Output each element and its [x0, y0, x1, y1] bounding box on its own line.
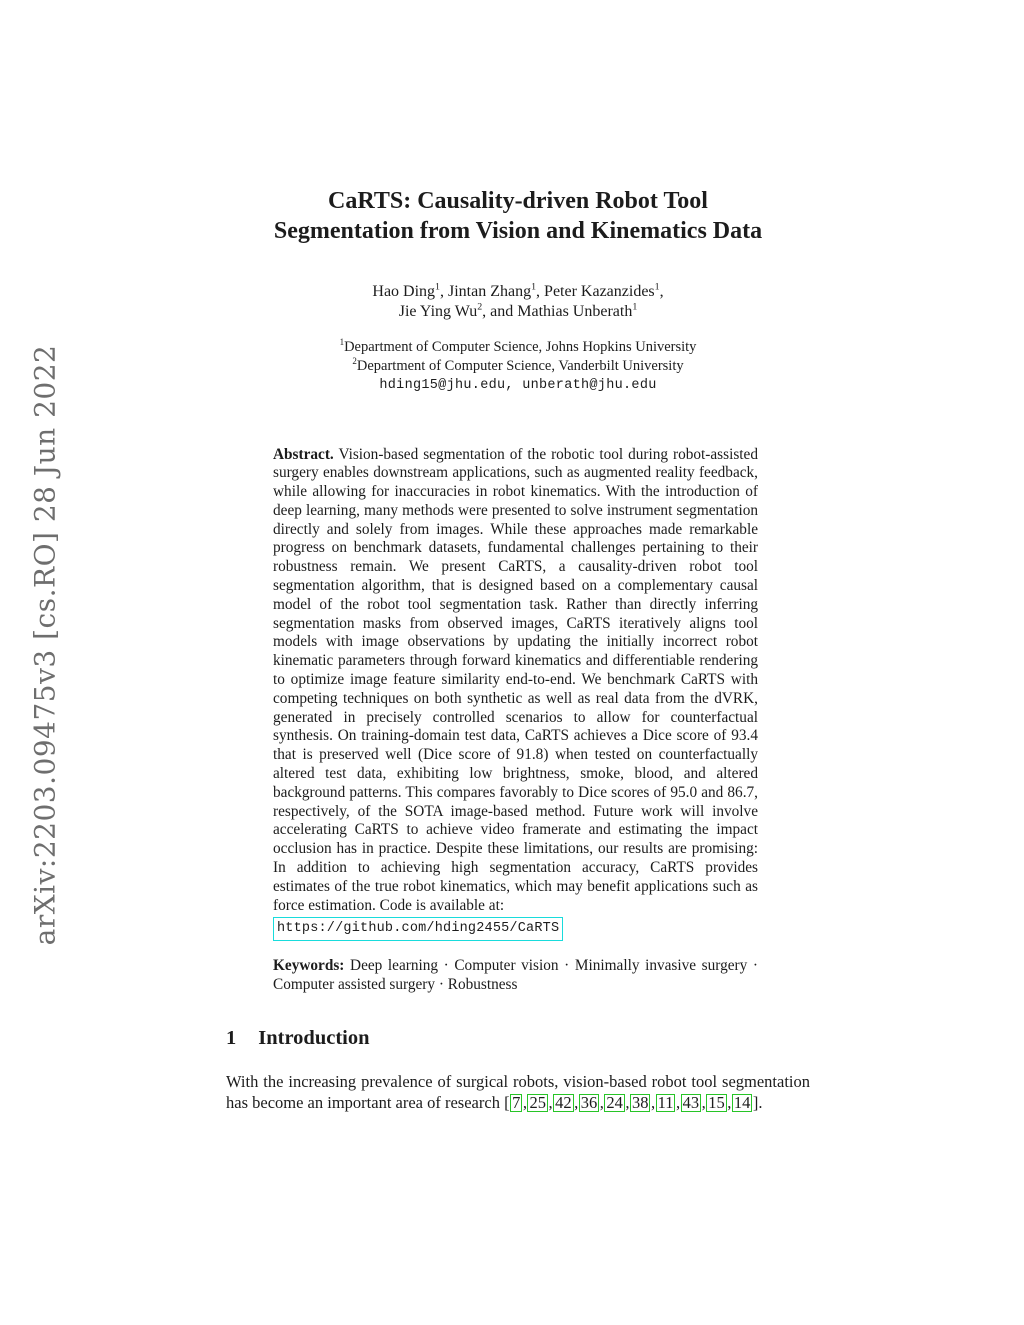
intro-text-end: .: [758, 1093, 763, 1113]
author-line: Jie Ying Wu$^2$, and Mathias Unberath$^1$: [398, 301, 638, 320]
author-emails: hding15@jhu.edu, unberath@jhu.edu: [379, 378, 657, 393]
citation-group: [ 7 , 25 , 42 , 36 , 24 , 38 , 11 , 43 , 15 , 14 ]: [504, 1093, 759, 1113]
section-title: Introduction: [258, 1027, 370, 1050]
citation-ref[interactable]: 42: [555, 1093, 572, 1113]
paper-title-line2: Segmentation from Vision and Kinematics Data: [273, 218, 763, 244]
citation-ref[interactable]: 38: [631, 1093, 649, 1113]
citation-ref[interactable]: 11: [657, 1093, 674, 1113]
arxiv-watermark: arXiv:2203.09475v3 [cs.RO] 28 Jun 2022: [28, 344, 62, 946]
intro-paragraph: [226, 1071, 810, 1113]
abstract-text: Vision-based segmentation of the robotic tool during robot-assisted surgery enables downstream applications, such as augmented reality feedback, while allowing for inaccuracies in robot kinematics. With the introduction of deep learning, many methods were presented to solve instrument segmentation directly and solely from images. While these approaches made remarkable progress on benchmark datasets, fundamental challenges pertaining to their robustness remain. We present CaRTS, a causality-driven robot tool segmentation algorithm, that is designed based on a complementary causal model of the robot tool segmentation task. Rather than directly inferring segmentation masks from observed images, CaRTS iteratively aligns tool models with image observations by updating the initially incorrect robot kinematic parameters through forward kinematics and differentiable rendering to optimize image feature similarity end-to-end. We benchmark CaRTS with competing techniques on both synthetic as well as real data from the dVRK, generated in precisely controlled scenarios to allow for counterfactual synthesis. On training-domain test data, CaRTS achieves a Dice score of 93.4 that is preserved well (Dice score of 91.8) when tested on counterfactually altered test data, exhibiting low brightness, smoke, blood, and altered background patterns. This compares favorably to Dice scores of 95.0 and 86.7, respectively, of the SOTA image-based method. Future work will involve accelerating CaRTS to achieve video framerate and estimating the impact occlusion has in practice. Despite these limitations, our results are promising: In addition to achieving high segmentation accuracy, CaRTS provides estimates of the true robot kinematics, which may benefit applications such as force estimation. Code is available at:: [273, 445, 758, 914]
citation-ref[interactable]: 43: [682, 1093, 700, 1113]
citation-ref[interactable]: 7: [512, 1093, 521, 1113]
code-url-line: [273, 916, 758, 941]
affiliation-line: $^2$Department of Computer Science, Vanderbilt University: [352, 355, 684, 374]
paper-title-line1: CaRTS: Causality-driven Robot Tool: [328, 188, 708, 214]
keywords-label: Keywords:: [273, 957, 345, 975]
intro-text: With the increasing prevalence of surgical robots, vision-based robot tool segmentation has become an important area of research: [226, 1072, 810, 1113]
section-number: 1: [226, 1027, 237, 1050]
affiliation-list: [226, 338, 810, 375]
paper-title: [226, 186, 810, 246]
keywords-block: [273, 956, 758, 994]
citation-ref[interactable]: 36: [580, 1093, 598, 1113]
abstract-label: Abstract.: [273, 445, 334, 463]
abstract-paragraph: [273, 446, 758, 916]
affiliation-line: $^1$Department of Computer Science, Johns Hopkins University: [339, 337, 697, 355]
abstract-block: [273, 446, 758, 942]
author-list: [226, 282, 810, 322]
author-line: Hao Ding$^1$, Jintan Zhang$^1$, Peter Kazanzides$^1$,: [372, 281, 664, 300]
code-repository-link[interactable]: https://github.com/hding2455/CaRTS: [273, 917, 563, 941]
affiliations-block: [226, 338, 810, 396]
paper-content-column: [226, 0, 810, 1113]
citation-ref[interactable]: 24: [606, 1093, 623, 1113]
citation-ref[interactable]: 25: [529, 1093, 546, 1113]
section-heading-introduction: [226, 1027, 810, 1050]
citation-ref[interactable]: 14: [733, 1093, 751, 1113]
keywords-list: Deep learning · Computer vision · Minimally invasive surgery · Computer assisted surgery · Robustness: [273, 957, 758, 994]
citation-ref[interactable]: 15: [708, 1093, 725, 1113]
